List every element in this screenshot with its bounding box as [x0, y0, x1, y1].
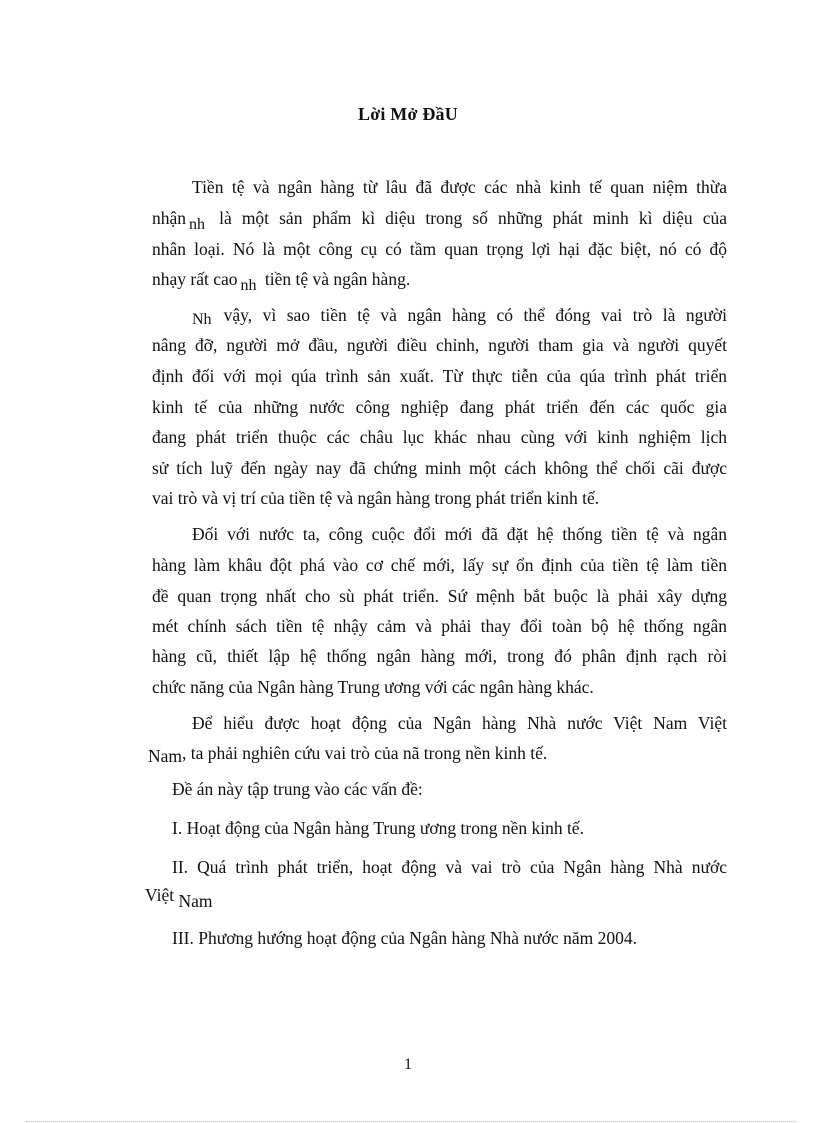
paragraph-3-line-3: đề quan trọng nhất cho sù phát triển. Sứ mệnh bắt buộc là phải xây dựng: [152, 586, 727, 606]
paragraph-2-line-3: định đối với mọi qúa trình sản xuất. Từ thực tiễn của qúa trình phát triển: [152, 366, 727, 386]
text: Việt: [145, 885, 175, 905]
list-item-3: III. Phương hướng hoạt động của Ngân hàng Nhà nước năm 2004.: [172, 928, 637, 948]
paragraph-3-line-4: mét chính sách tiền tệ nhậy cảm và phải thay đổi toàn bộ hệ thống ngân: [152, 616, 727, 636]
text: Nh: [192, 311, 212, 328]
paragraph-3-line-6: chức năng của Ngân hàng Trung ương với các ngân hàng khác.: [152, 677, 594, 697]
paragraph-2-line-1: [192, 304, 727, 328]
paragraph-3-line-5: hàng cũ, thiết lập hệ thống ngân hàng mới, trong đó phân định rạch ròi: [152, 646, 727, 666]
page-bottom-divider: [26, 1121, 796, 1122]
subscript-fragment: nh: [240, 277, 257, 294]
paragraph-1-line-1: Tiền tệ và ngân hàng từ lâu đã được các nhà kinh tế quan niệm thừa: [192, 177, 727, 197]
paragraph-5-line-1: Đề án này tập trung vào các vấn đề:: [172, 779, 423, 799]
text: Nam: [148, 746, 183, 766]
paragraph-1-line-3: nhân loại. Nó là một công cụ có tầm quan trọng lợi hại đặc biệt, nó có độ: [152, 239, 727, 259]
paragraph-2-line-6: sử tích luỹ đến ngày nay đã chứng minh một cách không thể chối cãi được: [152, 458, 727, 478]
list-item-2-line-1: II. Quá trình phát triển, hoạt động và vai trò của Ngân hàng Nhà nước: [172, 857, 727, 877]
text: tiền tệ và ngân hàng.: [264, 269, 411, 289]
paragraph-3-line-1: Đối với nước ta, công cuộc đổi mới đã đặt hệ thống tiền tệ và ngân: [192, 524, 727, 544]
paragraph-4-line-2: [148, 742, 723, 764]
list-item-2-line-2: [145, 884, 720, 911]
paragraph-4-line-1: Để hiểu được hoạt động của Ngân hàng Nhà nước Việt Nam Việt: [192, 713, 727, 733]
paragraph-1-line-2: [152, 207, 727, 231]
paragraph-1-line-4: [152, 268, 727, 292]
paragraph-3-line-2: hàng làm khâu đột phá vào cơ chế mới, lấy sự ổn định của tiền tệ làm tiền: [152, 555, 727, 575]
text: Nam: [178, 891, 213, 911]
page-number: 1: [404, 1056, 412, 1073]
text: vậy, vì sao tiền tệ và ngân hàng có thể đóng vai trò là người: [223, 305, 727, 325]
text: nhận: [152, 208, 187, 228]
subscript-fragment: nh: [189, 216, 206, 233]
paragraph-2-line-7: vai trò và vị trí của tiền tệ và ngân hàng trong phát triển kinh tế.: [152, 488, 600, 508]
paragraph-2-line-4: kinh tế của những nước công nghiệp đang phát triển đến các quốc gia: [152, 397, 727, 417]
paragraph-2-line-5: đang phát triển thuộc các châu lục khác nhau cùng với kinh nghiệm lịch: [152, 427, 727, 447]
text: là một sản phẩm kì diệu trong số những phát minh kì diệu của: [219, 208, 727, 228]
text: , ta phải nghiên cứu vai trò của nã trong nền kinh tế.: [182, 743, 548, 763]
text: nhạy rất cao: [152, 269, 238, 289]
paragraph-2-line-2: nâng đỡ, người mở đầu, người điều chỉnh, người tham gia và người quyết: [152, 335, 727, 355]
page-title: Lời Mở ĐầU: [358, 104, 458, 124]
list-item-1: I. Hoạt động của Ngân hàng Trung ương trong nền kinh tế.: [172, 818, 584, 838]
